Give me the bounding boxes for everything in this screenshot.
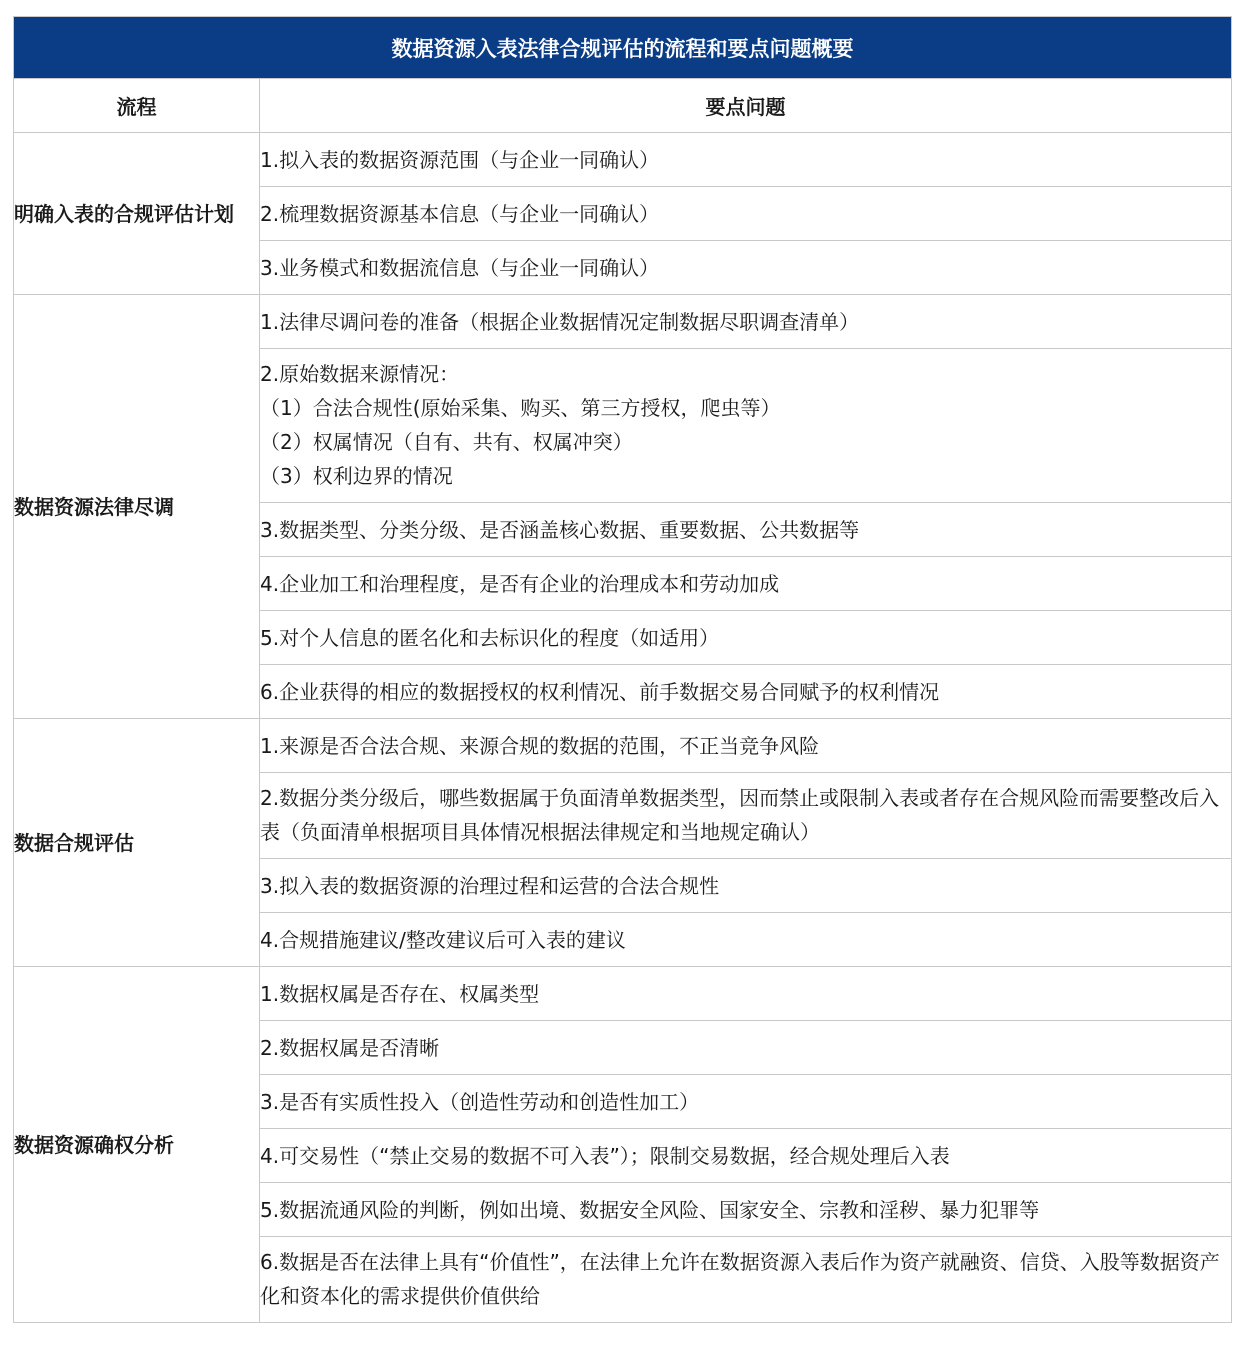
point-text: 6.数据是否在法律上具有“价值性”，在法律上允许在数据资源入表后作为资产就融资、信贷、入股等数据资产化和资本化的需求提供价值供给 [260, 1250, 1220, 1308]
header-row [14, 79, 1232, 133]
table-row [14, 133, 1232, 187]
point-cell [260, 133, 1232, 187]
column-header-points: 要点问题 [260, 79, 1232, 133]
point-cell [260, 187, 1232, 241]
sub-point-text: （3）权利边界的情况 [260, 464, 453, 488]
sub-point-text: （2）权属情况（自有、共有、权属冲突） [260, 430, 633, 454]
title-row [14, 17, 1232, 79]
process-cell-ownership: 数据资源确权分析 [14, 967, 260, 1323]
point-cell [260, 719, 1232, 773]
point-cell [260, 503, 1232, 557]
point-text: 4.企业加工和治理程度，是否有企业的治理成本和劳动加成 [260, 571, 780, 596]
table-title: 数据资源入表法律合规评估的流程和要点问题概要 [14, 17, 1232, 79]
table-row [14, 967, 1232, 1021]
sub-point-text: （1）合法合规性(原始采集、购买、第三方授权，爬虫等） [260, 396, 781, 420]
point-text: 1.拟入表的数据资源范围（与企业一同确认） [260, 147, 660, 172]
point-text: 1.来源是否合法合规、来源合规的数据的范围，不正当竞争风险 [260, 733, 820, 758]
point-text: 3.是否有实质性投入（创造性劳动和创造性加工） [260, 1089, 700, 1114]
point-text: 5.对个人信息的匿名化和去标识化的程度（如适用） [260, 625, 720, 650]
point-cell [260, 1237, 1232, 1323]
point-text: 3.数据类型、分类分级、是否涵盖核心数据、重要数据、公共数据等 [260, 517, 860, 542]
process-cell-plan: 明确入表的合规评估计划 [14, 133, 260, 295]
point-text: 6.企业获得的相应的数据授权的权利情况、前手数据交易合同赋予的权利情况 [260, 679, 940, 704]
point-text: 5.数据流通风险的判断，例如出境、数据安全风险、国家安全、宗教和淫秽、暴力犯罪等 [260, 1197, 1040, 1222]
point-cell [260, 859, 1232, 913]
point-text: 4.合规措施建议/整改建议后可入表的建议 [260, 927, 626, 952]
process-cell-compliance: 数据合规评估 [14, 719, 260, 967]
point-text: 3.拟入表的数据资源的治理过程和运营的合法合规性 [260, 873, 720, 898]
point-cell [260, 611, 1232, 665]
point-text: 2.原始数据来源情况： [260, 362, 460, 386]
point-cell [260, 1129, 1232, 1183]
point-cell [260, 913, 1232, 967]
point-cell [260, 241, 1232, 295]
summary-table [13, 16, 1232, 1323]
point-cell [260, 1183, 1232, 1237]
point-text: 1.数据权属是否存在、权属类型 [260, 981, 540, 1006]
point-text: 4.可交易性（“禁止交易的数据不可入表”）；限制交易数据，经合规处理后入表 [260, 1143, 950, 1168]
summary-table-container [13, 16, 1231, 1323]
point-cell [260, 295, 1232, 349]
point-text: 2.数据分类分级后，哪些数据属于负面清单数据类型，因而禁止或限制入表或者存在合规风险而需要整改后入表（负面清单根据项目具体情况根据法律规定和当地规定确认） [260, 786, 1220, 844]
column-header-process: 流程 [14, 79, 260, 133]
table-row [14, 719, 1232, 773]
point-text: 2.梳理数据资源基本信息（与企业一同确认） [260, 201, 660, 226]
point-cell [260, 349, 1232, 503]
process-cell-due-diligence: 数据资源法律尽调 [14, 295, 260, 719]
point-cell [260, 773, 1232, 859]
point-cell [260, 665, 1232, 719]
point-cell [260, 967, 1232, 1021]
point-cell [260, 557, 1232, 611]
point-cell [260, 1075, 1232, 1129]
table-row [14, 295, 1232, 349]
point-cell [260, 1021, 1232, 1075]
point-text: 1.法律尽调问卷的准备（根据企业数据情况定制数据尽职调查清单） [260, 309, 860, 334]
point-text: 2.数据权属是否清晰 [260, 1035, 440, 1060]
point-text: 3.业务模式和数据流信息（与企业一同确认） [260, 255, 660, 280]
